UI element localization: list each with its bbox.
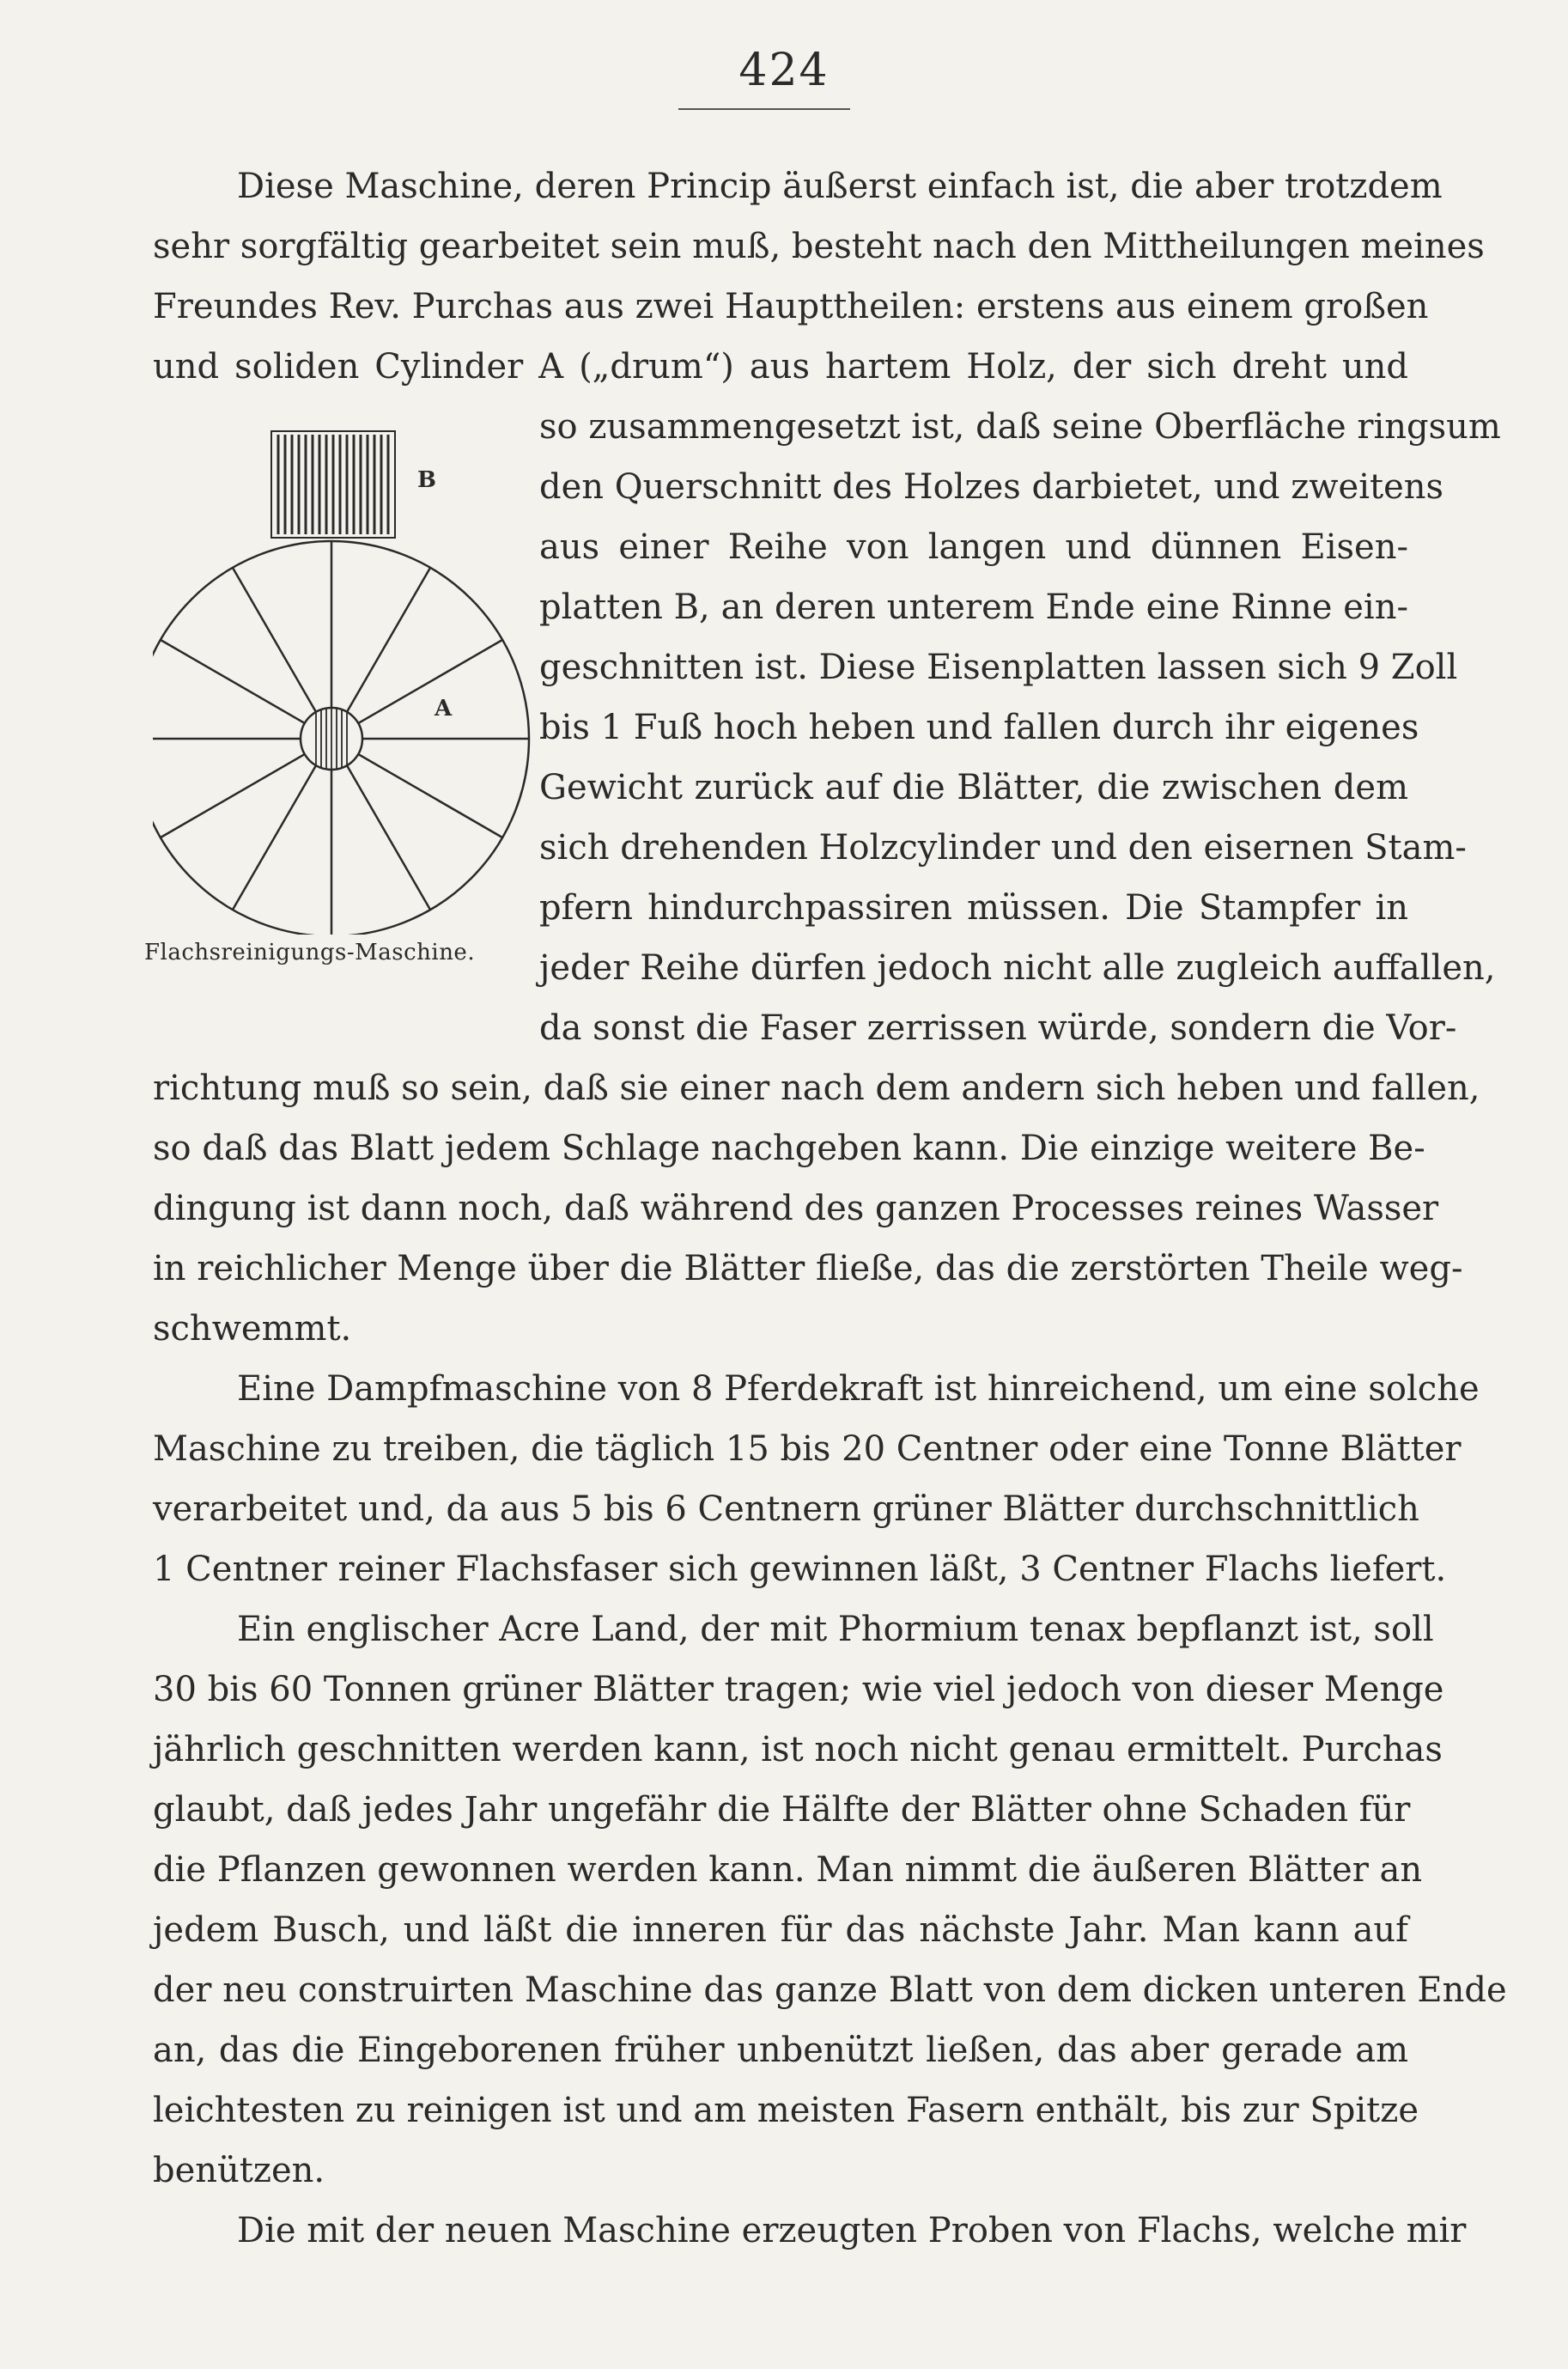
- text-line: Diese Maschine, deren Princip äußerst einfach ist, die aber trotzdem: [237, 167, 1443, 206]
- text-line: so zusammengesetzt ist, daß seine Oberfläche ringsum: [539, 407, 1501, 447]
- text-line: dingung ist dann noch, daß während des ganzen Processes reines Wasser: [153, 1189, 1439, 1228]
- label-a: A: [435, 696, 453, 722]
- text-line: jedem Busch, und läßt die inneren für das nächste Jahr. Man kann auf: [153, 1910, 1408, 1950]
- header-rule: [678, 108, 850, 110]
- text-line: 1 Centner reiner Flachsfaser sich gewinnen läßt, 3 Centner Flachs liefert.: [153, 1550, 1447, 1589]
- text-line: aus einer Reihe von langen und dünnen Eisen-: [539, 527, 1408, 567]
- body-text: [153, 156, 1507, 2261]
- figure-caption: Flachsreinigungs-Maschine.: [144, 940, 476, 965]
- text-line: da sonst die Faser zerrissen würde, sondern die Vor-: [539, 1008, 1457, 1048]
- text-line: richtung muß so sein, daß sie einer nach dem andern sich heben und fallen,: [153, 1069, 1480, 1108]
- text-line: so daß das Blatt jedem Schlage nachgeben kann. Die einzige weitere Be-: [153, 1129, 1425, 1168]
- text-line: verarbeitet und, da aus 5 bis 6 Centnern grüner Blätter durchschnittlich: [153, 1489, 1419, 1529]
- text-line: glaubt, daß jedes Jahr ungefähr die Hälfte der Blätter ohne Schaden für: [153, 1790, 1411, 1830]
- text-line: an, das die Eingeborenen früher unbenützt ließen, das aber gerade am: [153, 2031, 1408, 2070]
- text-line: die Pflanzen gewonnen werden kann. Man nimmt die äußeren Blätter an: [153, 1850, 1423, 1890]
- text-line: Die mit der neuen Maschine erzeugten Proben von Flachs, welche mir: [237, 2211, 1467, 2250]
- label-b: B: [417, 467, 436, 493]
- text-line: leichtesten zu reinigen ist und am meisten Fasern enthält, bis zur Spitze: [153, 2091, 1419, 2130]
- text-line: jeder Reihe dürfen jedoch nicht alle zugleich auffallen,: [539, 948, 1496, 988]
- text-line: schwemmt.: [153, 1309, 352, 1349]
- page-number: 424: [738, 45, 830, 96]
- text-line: sich drehenden Holzcylinder und den eisernen Stam-: [539, 828, 1467, 868]
- text-line: geschnitten ist. Diese Eisenplatten lassen sich 9 Zoll: [539, 648, 1458, 687]
- text-line: Maschine zu treiben, die täglich 15 bis 20 Centner oder eine Tonne Blätter: [153, 1429, 1462, 1469]
- text-line: jährlich geschnitten werden kann, ist noch nicht genau ermittelt. Purchas: [153, 1730, 1443, 1769]
- text-line: bis 1 Fuß hoch heben und fallen durch ihr eigenes: [539, 708, 1419, 747]
- text-line: sehr sorgfältig gearbeitet sein muß, besteht nach den Mittheilungen meines: [153, 227, 1485, 266]
- text-line: Ein englischer Acre Land, der mit Phormium tenax bepflanzt ist, soll: [237, 1610, 1434, 1649]
- text-line: Eine Dampfmaschine von 8 Pferdekraft ist hinreichend, um eine solche: [237, 1369, 1480, 1409]
- text-line: pfern hindurchpassiren müssen. Die Stampfer in: [539, 888, 1408, 928]
- text-line: und soliden Cylinder A („drum“) aus hartem Holz, der sich dreht und: [153, 347, 1408, 387]
- text-line: den Querschnitt des Holzes darbietet, und zweitens: [539, 467, 1444, 507]
- text-line: der neu construirten Maschine das ganze Blatt von dem dicken unteren Ende: [153, 1970, 1507, 2010]
- text-line: platten B, an deren unterem Ende eine Rinne ein-: [539, 588, 1408, 627]
- text-line: Freundes Rev. Purchas aus zwei Haupttheilen: erstens aus einem großen: [153, 287, 1429, 326]
- text-line: Gewicht zurück auf die Blätter, die zwischen dem: [539, 768, 1408, 807]
- text-line: 30 bis 60 Tonnen grüner Blätter tragen; wie viel jedoch von dieser Menge: [153, 1670, 1444, 1709]
- text-line: in reichlicher Menge über die Blätter fließe, das die zerstörten Theile weg-: [153, 1249, 1463, 1288]
- text-line: benützen.: [153, 2151, 325, 2190]
